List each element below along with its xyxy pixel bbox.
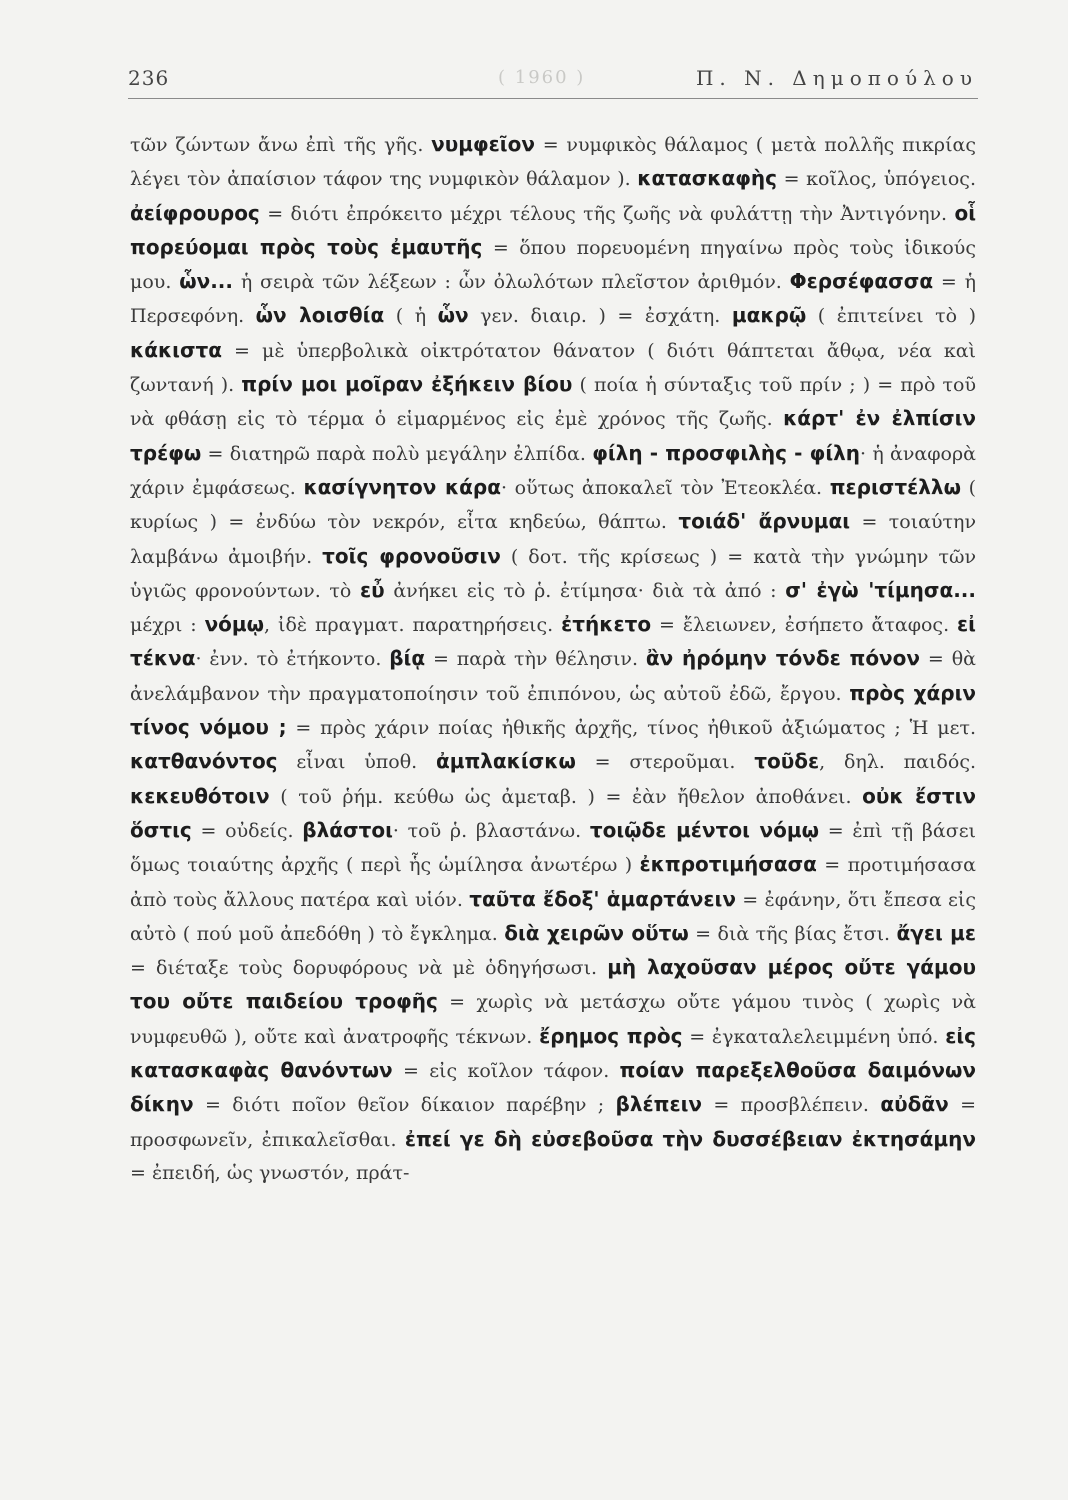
gloss-text: ( ἡ <box>384 305 438 328</box>
lemma-term: κάκιστα <box>130 337 223 362</box>
lemma-term: βλέπειν <box>615 1092 703 1117</box>
gloss-text: = ἐπειδή, ὡς γνωστόν, πράτ- <box>130 1161 410 1184</box>
lemma-term: εὖ <box>360 577 385 602</box>
gloss-text: = διὰ τῆς βίας ἔτσι. <box>688 922 897 945</box>
lemma-term: βλάστοι <box>302 817 393 842</box>
gloss-text: ( ἐπιτείνει τὸ ) <box>806 305 976 328</box>
gloss-text: ἡ σειρὰ τῶν λέξεων : ὧν ὀλωλότων πλεῖστον ἀριθμόν. <box>233 271 790 294</box>
page-number: 236 <box>128 66 170 90</box>
lemma-term: σ' ἐγὼ 'τίμησα... <box>785 577 976 602</box>
gloss-text: = παρὰ τὴν θέλησιν. <box>425 648 646 671</box>
gloss-text: ἀνήκει εἰς τὸ ῥ. ἐτίμησα· διὰ τὰ ἀπό : <box>384 579 786 602</box>
lemma-term: τοῖς φρονοῦσιν <box>322 543 501 568</box>
lemma-term: ὧν λοισθία <box>255 303 385 328</box>
lemma-term: ποίαν παρεξελθοῦσα δαιμόνων δίκην <box>130 1058 976 1117</box>
gloss-text: τῶν ζώντων ἄνω ἐπὶ τῆς γῆς. <box>130 134 432 156</box>
lemma-term: εἰς κατασκαφὰς θανόντων <box>130 1023 976 1083</box>
lemma-term: μὴ λαχοῦσαν μέρος οὔτε γάμου του οὔτε παιδείου τροφῆς <box>130 955 976 1014</box>
lemma-term: εἰ τέκνα <box>130 612 976 671</box>
gloss-text: εἶναι ὑποθ. <box>277 751 436 774</box>
lemma-term: ταῦτα ἔδοξ' ἁμαρτάνειν <box>469 886 736 911</box>
lemma-term: κατθανόντος <box>130 749 278 774</box>
lemma-term: φίλη - προσφιλὴς - φίλη <box>592 440 861 465</box>
lemma-term: κατασκαφὴς <box>637 166 777 191</box>
page-header <box>128 58 978 99</box>
lemma-term: πρίν μοι μοῖραν ἐξήκειν βίου <box>241 372 573 397</box>
lemma-term: κεκευθότοιν <box>130 783 270 808</box>
lemma-term: νυμφεῖον <box>431 132 535 156</box>
gloss-text: ( τοῦ ῥήμ. κεύθω ὡς ἀμεταβ. ) = ἐὰν ἤθελον ἀποθάνει. <box>269 785 863 808</box>
gloss-text: γεν. διαιρ. ) = ἐσχάτη. <box>468 305 732 328</box>
gloss-text: = προσφωνεῖν, ἐπικαλεῖσθαι. <box>130 1094 976 1151</box>
lemma-term: πρὸς χάριν τίνος νόμου ; <box>130 680 976 740</box>
gloss-text: · τοῦ ῥ. βλαστάνω. <box>392 819 590 842</box>
running-head-author: Π. Ν. Δημοπούλου <box>695 66 978 90</box>
lemma-term: ἂν ἠρόμην τόνδε πόνον <box>645 646 921 671</box>
lemma-term: ἐτήκετο <box>561 612 652 637</box>
gloss-text: = εἰς κοῖλον τάφον. <box>392 1060 620 1083</box>
bleed-through-text: ( 1960 ) <box>498 67 586 88</box>
gloss-text: = πρὸς χάριν ποίας ἠθικῆς ἀρχῆς, τίνος ἠθικοῦ ἀξιώματος ; Ἡ μετ. <box>286 717 976 740</box>
lemma-term: ἔρημος πρὸς <box>539 1023 683 1048</box>
lemma-term: κασίγνητον κάρα <box>303 474 501 499</box>
gloss-text: = προτιμήσασα ἀπὸ τοὺς ἄλλους πατέρα καὶ υἱόν. <box>130 854 977 911</box>
gloss-text: μέχρι : <box>130 614 205 637</box>
gloss-text: = διέταξε τοὺς δορυφόρους νὰ μὲ ὁδηγήσωσι. <box>130 957 608 980</box>
lemma-term: οἷ πορεύομαι πρὸς τοὺς ἐμαυτῆς <box>130 200 976 259</box>
lemma-term: βίᾳ <box>389 646 426 671</box>
lemma-term: διὰ χειρῶν οὕτω <box>504 920 689 945</box>
gloss-text: = χωρὶς νὰ μετάσχω οὔτε γάμου τινὸς ( χωρὶς νὰ νυμφευθῶ ), οὔτε καὶ ἀνατροφῆς τέκνων. <box>130 991 976 1048</box>
gloss-text: · ἐνν. τὸ ἐτήκοντο. <box>195 648 390 671</box>
gloss-text: = διότι ἐπρόκειτο μέχρι τέλους τῆς ζωῆς νὰ φυλάττῃ τὴν Ἀντιγόνην. <box>259 202 955 225</box>
gloss-text: = τοιαύτην λαμβάνω ἀμοιβήν. <box>130 511 976 568</box>
gloss-text: = στεροῦμαι. <box>575 751 755 774</box>
gloss-text: = μὲ ὑπερβολικὰ οἰκτρότατον θάνατον ( διότι θάπτεται ἄθῳα, νέα καὶ ζωντανή ). <box>130 339 976 397</box>
lemma-term: νόμῳ <box>204 612 265 637</box>
gloss-text: ( ποία ἡ σύνταξις τοῦ πρίν ; ) = πρὸ τοῦ νὰ φθάσῃ εἰς τὸ τέρμα ὁ εἱμαρμένος εἰς ἐμὲ χρόνος τῆς ζωῆς. <box>130 374 976 431</box>
gloss-text: = προσβλέπειν. <box>702 1094 881 1117</box>
lemma-term: μακρῷ <box>731 303 807 328</box>
gloss-text: = ἐφάνην, ὅτι ἔπεσα εἰς αὐτὸ ( πού μοῦ ἀπεδόθη ) τὸ ἔγκλημα. <box>130 888 976 945</box>
gloss-text: = ὅπου πορευομένη πηγαίνω πρὸς τοὺς ἰδικούς μου. <box>130 236 976 294</box>
gloss-text: = διότι ποῖον θεῖον δίκαιον παρέβην ; <box>193 1094 616 1117</box>
gloss-text: · οὕτως ἀποκαλεῖ τὸν Ἐτεοκλέα. <box>500 476 830 499</box>
gloss-text: = ἔλειωνεν, ἐσήπετο ἄταφος. <box>651 614 958 637</box>
lemma-term: ἀμπλακίσκω <box>435 749 576 774</box>
gloss-text: ( δοτ. τῆς κρίσεως ) = κατὰ τὴν γνώμην τῶν ὑγιῶς φρονούντων. τὸ <box>130 545 976 602</box>
commentary-paragraph <box>130 128 976 1190</box>
gloss-text: , ἰδὲ πραγματ. παρατηρήσεις. <box>264 614 562 637</box>
lemma-term: ὧν... <box>179 269 234 294</box>
lemma-term: ἐκπροτιμήσασα <box>639 852 817 877</box>
lemma-term: τοιῷδε μέντοι νόμῳ <box>589 817 819 842</box>
gloss-text: = ἐπὶ τῇ βάσει ὅμως τοιαύτης ἀρχῆς ( περὶ ἧς ὡμίλησα ἀνωτέρω ) <box>130 819 976 877</box>
gloss-text: = ἐγκαταλελειμμένη ὑπό. <box>682 1025 946 1048</box>
lemma-term: τοιάδ' ἄρνυμαι <box>678 509 851 534</box>
gloss-text: ( κυρίως ) = ἐνδύω τὸν νεκρόν, εἶτα κηδεύω, θάπτω. <box>130 476 976 534</box>
lemma-term: ἐπεί γε δὴ εὐσεβοῦσα τὴν δυσσέβειαν ἐκτησάμην <box>404 1126 976 1151</box>
gloss-text: = διατηρῶ παρὰ πολὺ μεγάλην ἐλπίδα. <box>201 442 593 465</box>
gloss-text: , δηλ. παιδός. <box>819 751 976 774</box>
lemma-term: ἄγει με <box>896 920 977 945</box>
lemma-term: οὐκ ἔστιν ὅστις <box>130 783 976 842</box>
gloss-text: = οὐδείς. <box>191 819 303 842</box>
gloss-text: = θὰ ἀνελάμβανον τὴν πραγματοποίησιν τοῦ ἐπιπόνου, ὡς αὐτοῦ ἐδῶ, ἔργου. <box>130 648 976 705</box>
gloss-text: = νυμφικὸς θάλαμος ( μετὰ πολλῆς πικρίας λέγει τὸν ἀπαίσιον τάφον της νυμφικὸν θάλαμον ). <box>130 134 976 191</box>
lemma-term: ἀείφρουρος <box>130 200 260 225</box>
gloss-text: = κοῖλος, ὑπόγειος. <box>777 168 976 191</box>
lemma-term: ὧν <box>437 303 469 328</box>
lemma-term: κάρτ' ἐν ἐλπίσιν τρέφω <box>130 406 976 465</box>
gloss-text: = ἡ Περσεφόνη. <box>130 271 976 328</box>
lemma-term: Φερσέφασσα <box>789 269 934 294</box>
lemma-term: τοῦδε <box>754 749 820 774</box>
gloss-text: · ἡ ἀναφορὰ χάριν ἐμφάσεως. <box>130 442 976 499</box>
lemma-term: περιστέλλω <box>829 474 961 499</box>
lemma-term: αὐδᾶν <box>880 1092 949 1117</box>
